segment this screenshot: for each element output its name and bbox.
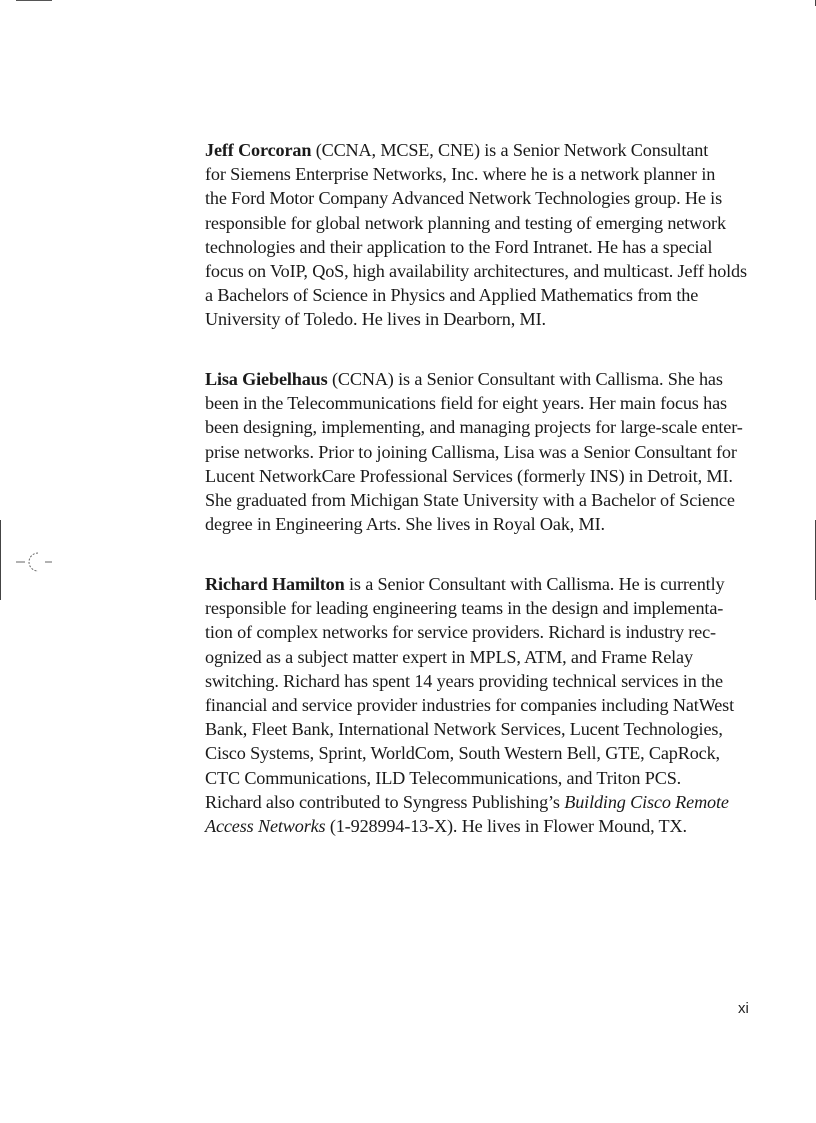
bio-line: the Ford Motor Company Advanced Network Technologies group. He is: [205, 188, 723, 209]
bio-line: a Bachelors of Science in Physics and Applied Mathematics from the: [205, 285, 699, 306]
bio-line: financial and service provider industries for companies including NatWest: [205, 695, 734, 716]
bio-name: Lisa Giebelhaus: [205, 369, 328, 389]
bio-line: responsible for global network planning and testing of emerging network: [205, 212, 726, 233]
bio-line: She graduated from Michigan State University with a Bachelor of Science: [205, 490, 735, 511]
bio-line: switching. Richard has spent 14 years providing technical services in the: [205, 670, 723, 691]
bio-lisa-giebelhaus: [205, 367, 765, 536]
bio-line: been in the Telecommunications field for eight years. Her main focus has: [205, 393, 727, 414]
bio-line: Jeff Corcoran (CCNA, MCSE, CNE) is a Senior Network Consultant: [205, 140, 709, 160]
book-title: Building Cisco Remote: [564, 791, 729, 812]
bio-line: Cisco Systems, Sprint, WorldCom, South Western Bell, GTE, CapRock,: [205, 743, 720, 764]
bio-line: University of Toledo. He lives in Dearborn, MI.: [205, 309, 546, 330]
bio-line: prise networks. Prior to joining Callisma, Lisa was a Senior Consultant for: [205, 441, 737, 462]
bio-line: Bank, Fleet Bank, International Network Services, Lucent Technologies,: [205, 719, 723, 740]
registration-mark-icon: [16, 550, 54, 574]
bio-line: Lisa Giebelhaus (CCNA) is a Senior Consultant with Callisma. She has: [205, 369, 723, 389]
bio-line: Lucent NetworkCare Professional Services (formerly INS) in Detroit, MI.: [205, 465, 733, 486]
bio-line: responsible for leading engineering teams in the design and implementa-: [205, 598, 724, 619]
bio-line: technologies and their application to the Ford Intranet. He has a special: [205, 236, 713, 257]
bio-line: tion of complex networks for service providers. Richard is industry rec-: [205, 622, 716, 643]
bio-line: focus on VoIP, QoS, high availability architectures, and multicast. Jeff holds: [205, 261, 747, 282]
bio-jeff-corcoran: [205, 138, 765, 332]
page-number: xi: [738, 1000, 749, 1017]
bio-line: ognized as a subject matter expert in MPLS, ATM, and Frame Relay: [205, 646, 693, 667]
bio-name: Jeff Corcoran: [205, 140, 312, 160]
bio-line: Richard also contributed to Syngress Publishing’s Building Cisco Remote: [205, 791, 729, 812]
bio-line: been designing, implementing, and managing projects for large-scale enter-: [205, 417, 743, 438]
bio-richard-hamilton: [205, 572, 765, 838]
bio-line: Richard Hamilton is a Senior Consultant with Callisma. He is currently: [205, 574, 725, 594]
bio-line: Access Networks (1-928994-13-X). He lives in Flower Mound, TX.: [205, 816, 687, 837]
book-title: Access Networks: [205, 816, 326, 837]
bio-line: CTC Communications, ILD Telecommunications, and Triton PCS.: [205, 767, 682, 788]
crop-mark-left: [0, 520, 1, 600]
crop-mark-top-left: [16, 0, 52, 1]
bio-line: for Siemens Enterprise Networks, Inc. where he is a network planner in: [205, 164, 716, 185]
bio-line: degree in Engineering Arts. She lives in Royal Oak, MI.: [205, 514, 605, 535]
bio-name: Richard Hamilton: [205, 574, 345, 594]
